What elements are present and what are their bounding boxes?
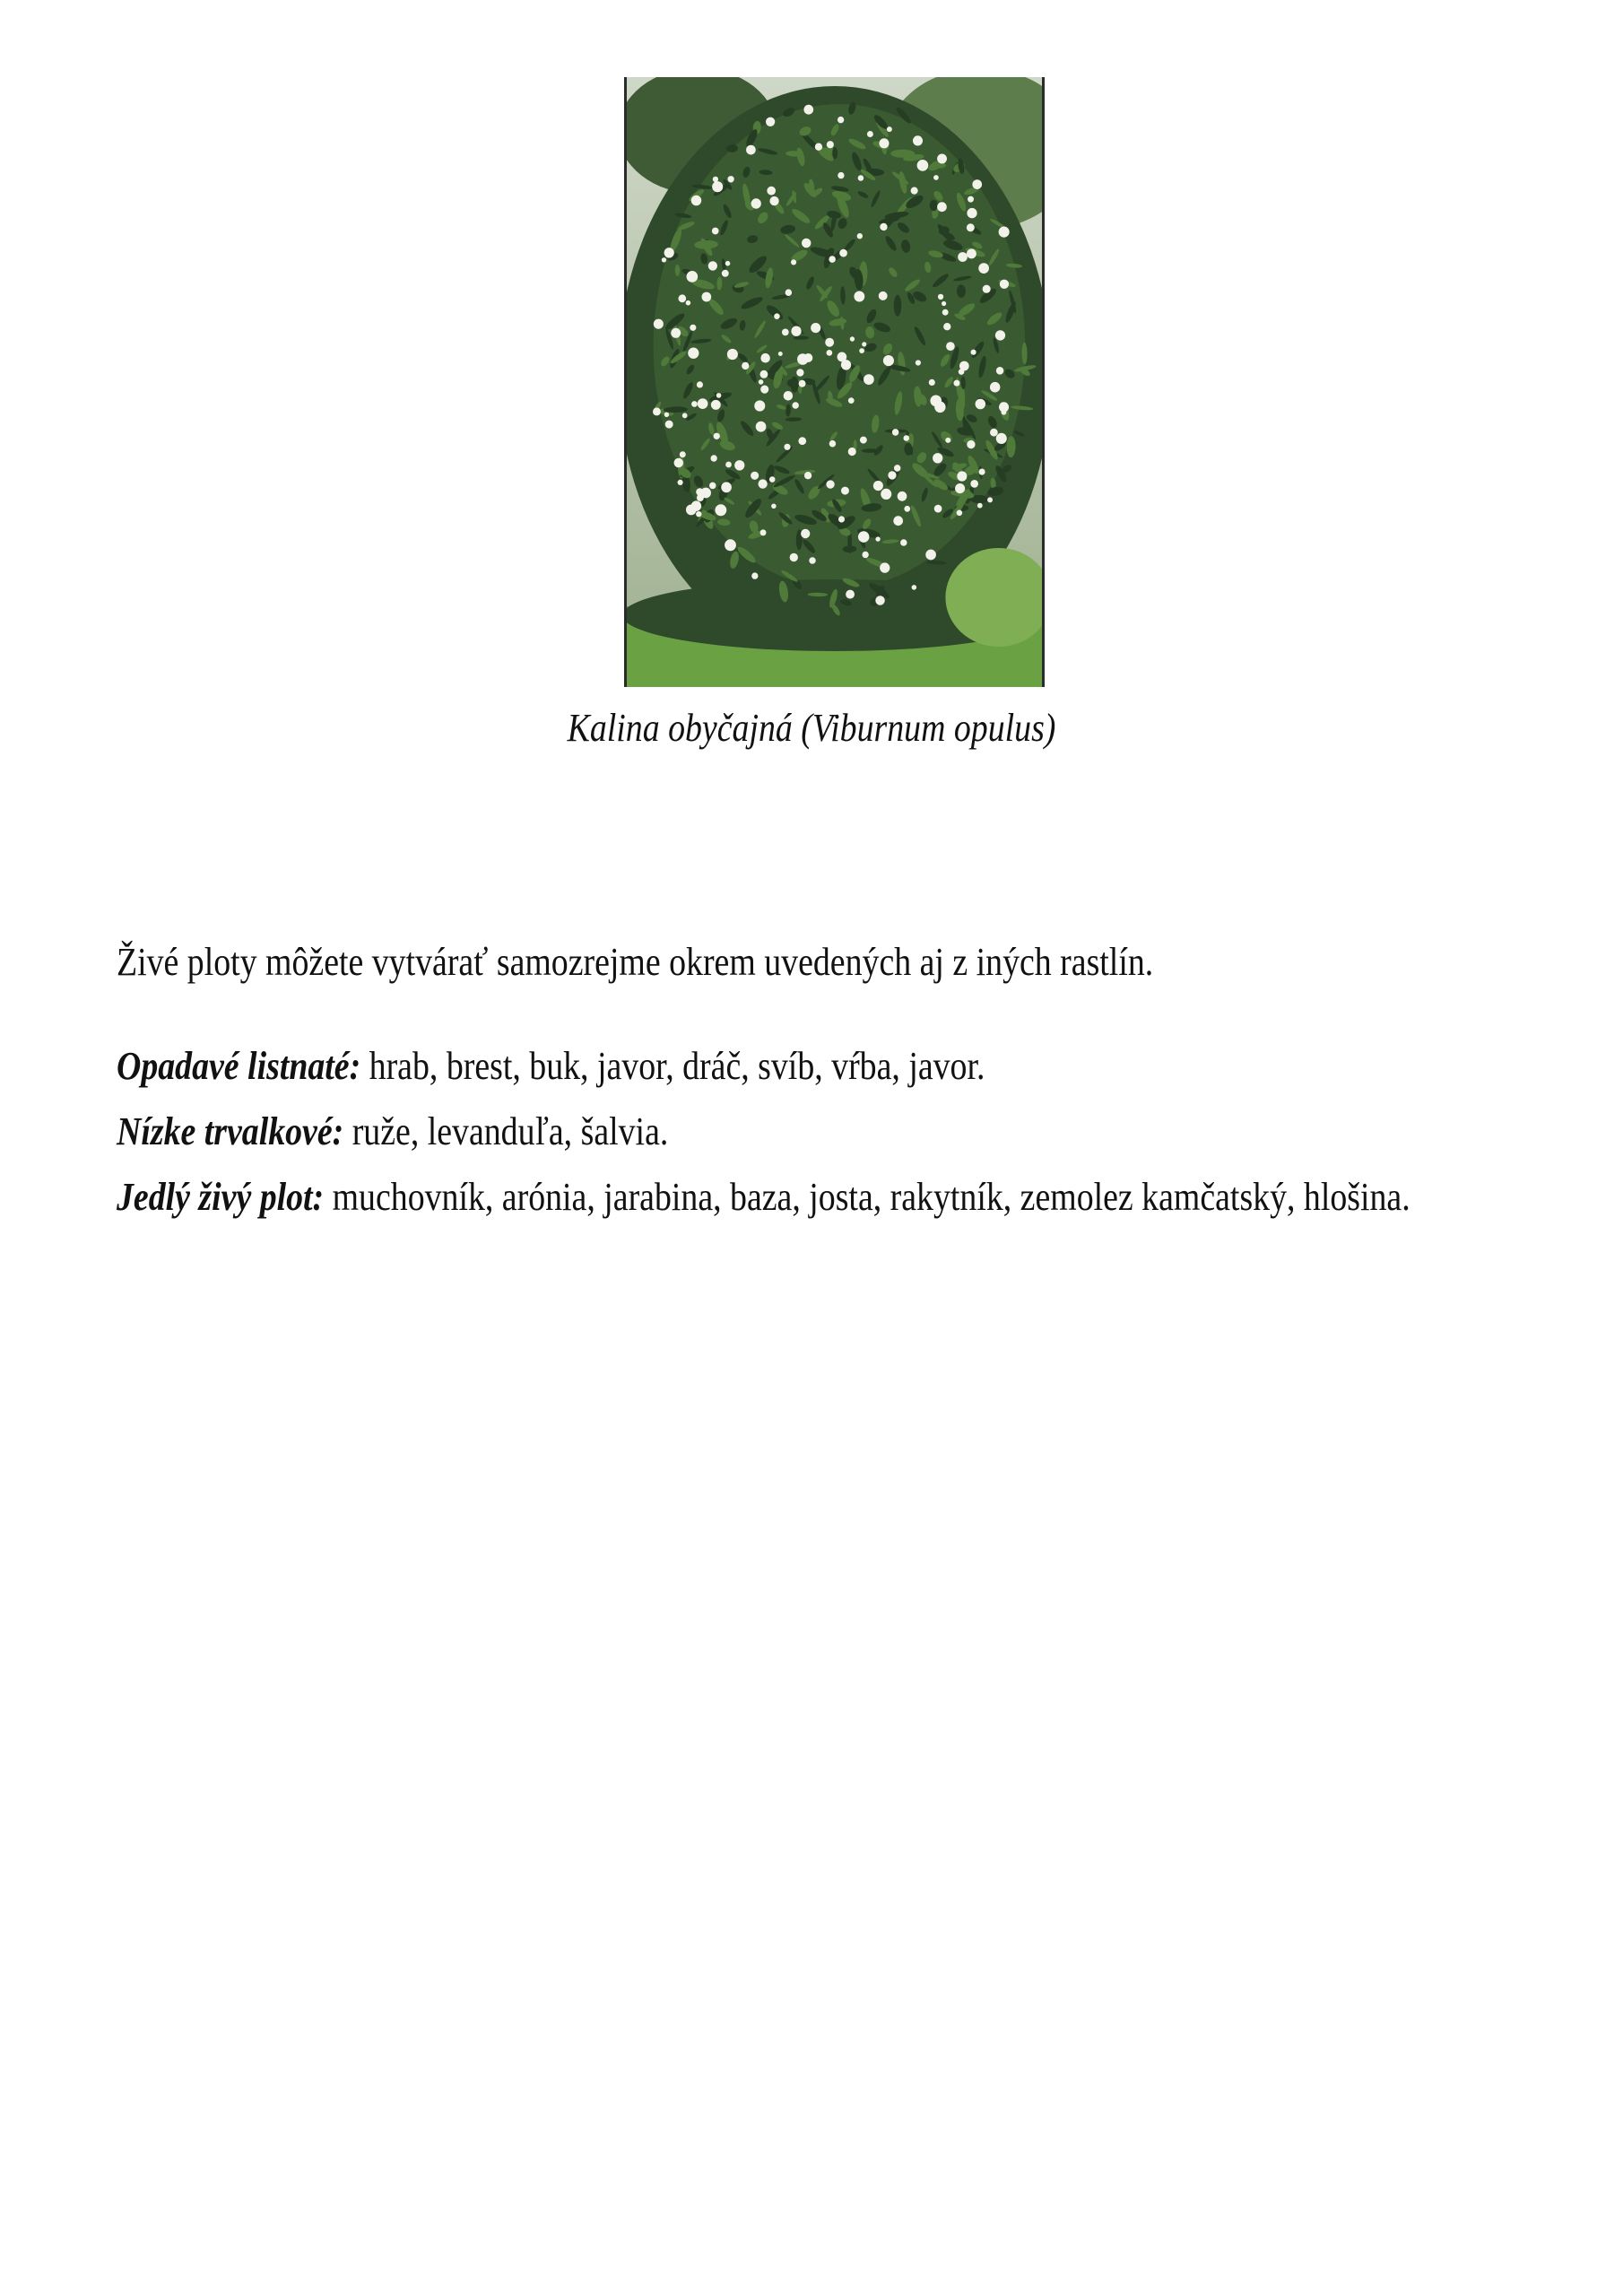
plant-group-deciduous [117, 1039, 985, 1093]
plant-group-label: Jedlý živý plot: [117, 1175, 325, 1219]
plant-group-list: hrab, brest, buk, javor, dráč, svíb, vŕba, javor. [360, 1044, 985, 1088]
figure-caption: Kalina obyčajná (Viburnum opulus) [567, 706, 1056, 750]
viburnum-shrub-image [627, 77, 1042, 687]
plant-group-edible-hedge [117, 1170, 1410, 1224]
shrub-photo [624, 77, 1045, 687]
plant-group-label: Nízke trvalkové: [117, 1109, 344, 1153]
plant-group-list: muchovník, arónia, jarabina, baza, josta, rakytník, zemolez kamčatský, hlošina. [324, 1175, 1410, 1219]
plant-group-list: ruže, levanduľa, šalvia. [343, 1109, 669, 1153]
plant-group-label: Opadavé listnaté: [117, 1044, 361, 1088]
plant-group-low-perennial [117, 1105, 668, 1159]
intro-paragraph: Živé ploty môžete vytvárať samozrejme okrem uvedených aj z iných rastlín. [117, 940, 1154, 984]
